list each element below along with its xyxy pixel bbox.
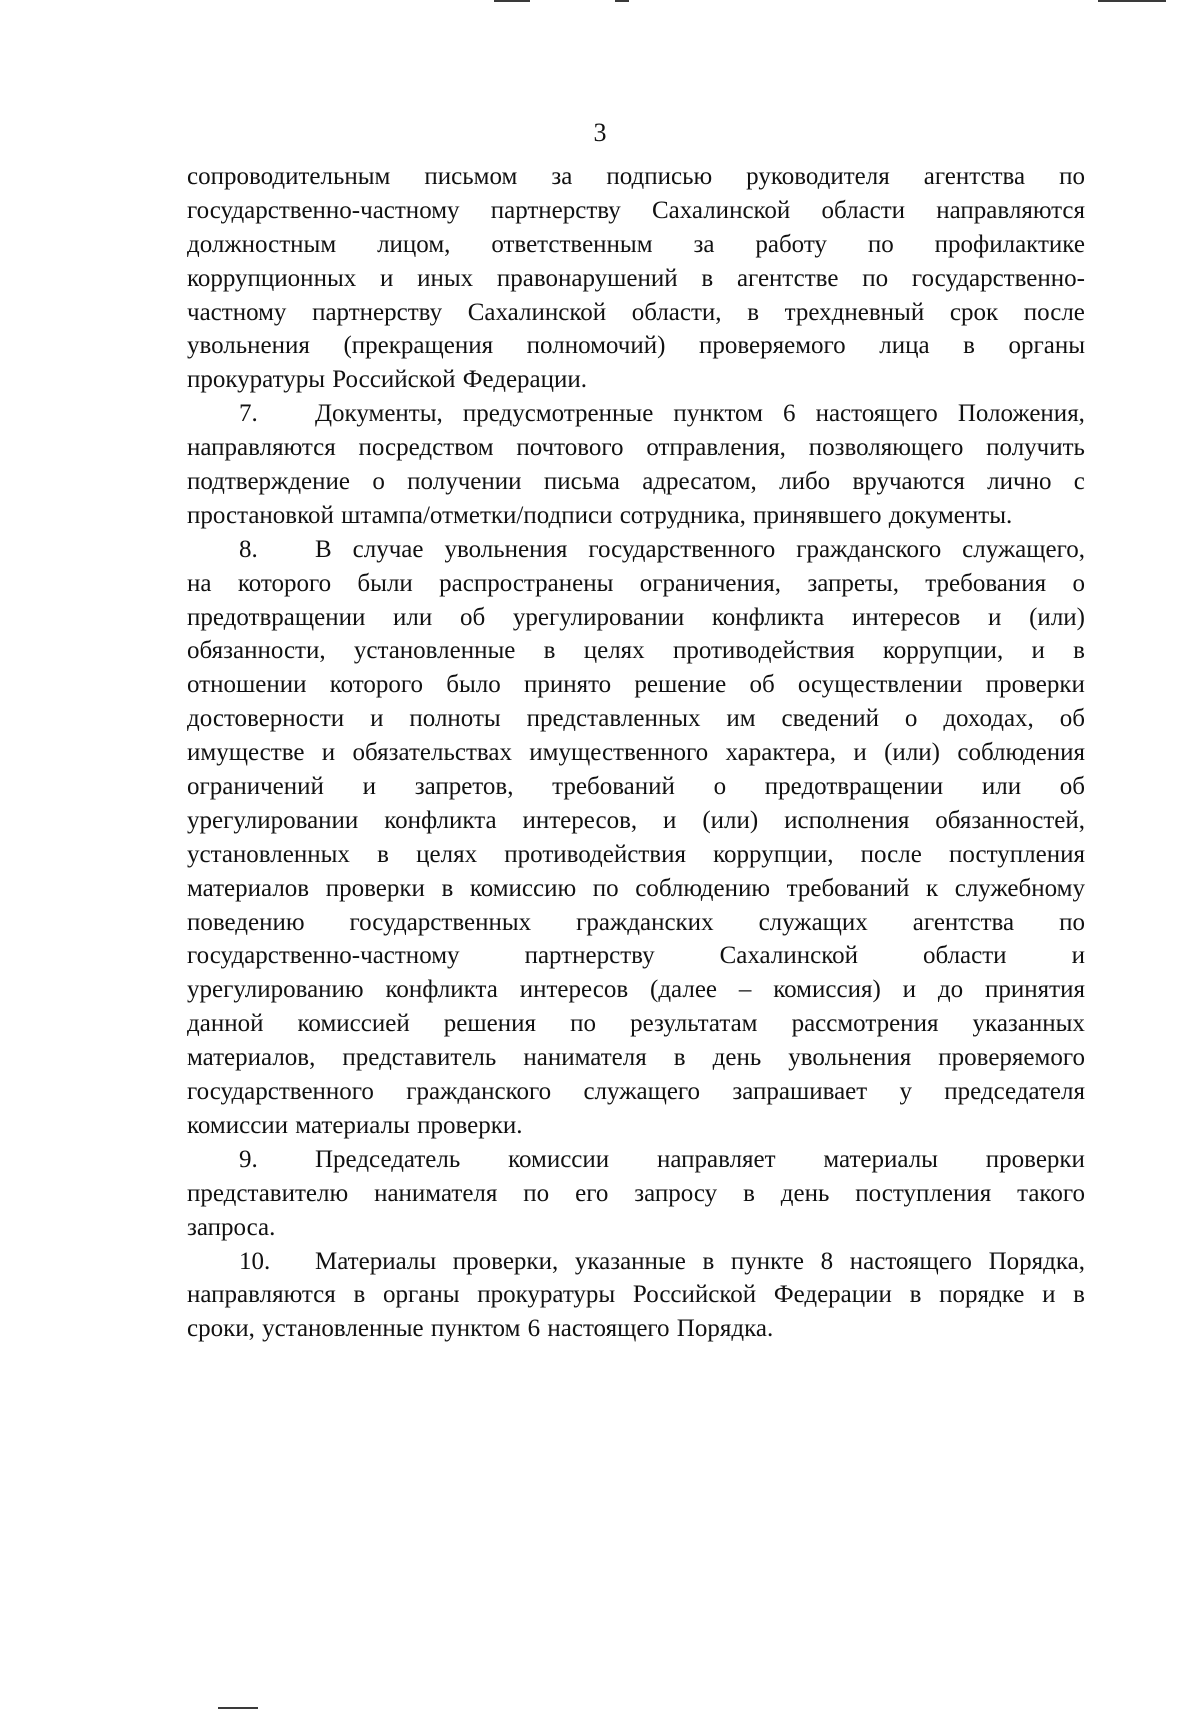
text-line xyxy=(187,499,1085,533)
text-line: имуществе и обязательствах имущественного характера, и (или) соблюдения xyxy=(187,739,1085,767)
text-line xyxy=(187,1143,1085,1177)
line-text: прокуратуры Российской Федерации. xyxy=(187,366,588,394)
text-line: обязанности, установленные в целях противодействия коррупции, и в xyxy=(187,637,1085,665)
text-line: государственно-частному партнерству Сахалинской области направляются xyxy=(187,196,1085,224)
text-line xyxy=(187,1312,1085,1346)
text-line: государственного гражданского служащего запрашивает у председателя xyxy=(187,1078,1085,1106)
scan-artifact-top-left xyxy=(494,0,530,2)
text-line: отношении которого было принято решение об осуществлении проверки xyxy=(187,671,1085,699)
text-line: подтверждение о получении письма адресатом, либо вручаются лично с xyxy=(187,468,1085,496)
text-line xyxy=(187,363,1085,397)
text-line xyxy=(187,1245,1085,1279)
text-line: на которого были распространены ограничения, запреты, требования о xyxy=(187,569,1085,597)
scan-artifact-top-right xyxy=(1098,0,1166,2)
text-line: установленных в целях противодействия коррупции, после поступления xyxy=(187,840,1085,868)
line-text: запроса. xyxy=(187,1213,276,1241)
text-line: материалов проверки в комиссию по соблюдению требований к служебному xyxy=(187,874,1085,902)
text-line: частному партнерству Сахалинской области, в трехдневный срок после xyxy=(187,298,1085,326)
page-number: 3 xyxy=(593,118,607,147)
text-line: урегулировании конфликта интересов, и (или) исполнения обязанностей, xyxy=(187,806,1085,834)
text-line: поведению государственных гражданских служащих агентства по xyxy=(187,908,1085,936)
scan-artifact-top-mid xyxy=(615,0,629,2)
text-line: ограничений и запретов, требований о предотвращении или об xyxy=(187,773,1085,801)
paragraph-number: 7. xyxy=(239,400,258,428)
line-text: комиссии материалы проверки. xyxy=(187,1111,523,1139)
text-line: коррупционных и иных правонарушений в агентстве по государственно- xyxy=(187,264,1085,292)
text-line: достоверности и полноты представленных им сведений о доходах, об xyxy=(187,705,1085,733)
text-line xyxy=(187,1109,1085,1143)
text-line: представителю нанимателя по его запросу в день поступления такого xyxy=(187,1179,1085,1207)
document-body xyxy=(187,160,1085,1346)
text-line xyxy=(187,533,1085,567)
text-line: материалов, представитель нанимателя в день увольнения проверяемого xyxy=(187,1044,1085,1072)
text-line: направляются посредством почтового отправления, позволяющего получить xyxy=(187,434,1085,462)
text-line: увольнения (прекращения полномочий) проверяемого лица в органы xyxy=(187,332,1085,360)
line-text: Документы, предусмотренные пунктом 6 настоящего Положения, xyxy=(315,400,1085,428)
text-line xyxy=(187,1211,1085,1245)
paragraph-number: 10. xyxy=(239,1247,271,1275)
text-line: урегулированию конфликта интересов (далее – комиссия) и до принятия xyxy=(187,976,1085,1004)
line-text: Председатель комиссии направляет материалы проверки xyxy=(315,1145,1085,1173)
line-text: Материалы проверки, указанные в пункте 8 настоящего Порядка, xyxy=(315,1247,1085,1275)
text-line: направляются в органы прокуратуры Российской Федерации в порядке и в xyxy=(187,1281,1085,1309)
text-line: сопроводительным письмом за подписью руководителя агентства по xyxy=(187,163,1085,190)
paragraph-number: 9. xyxy=(239,1145,258,1173)
line-text: простановкой штампа/отметки/подписи сотрудника, принявшего документы. xyxy=(187,501,1013,529)
text-line: предотвращении или об урегулировании конфликта интересов и (или) xyxy=(187,603,1085,631)
text-line: государственно-частному партнерству Сахалинской области и xyxy=(187,942,1085,970)
text-line: должностным лицом, ответственным за работу по профилактике xyxy=(187,230,1085,258)
paragraph-number: 8. xyxy=(239,535,258,563)
line-text: сроки, установленные пунктом 6 настоящего Порядка. xyxy=(187,1315,774,1343)
line-text: В случае увольнения государственного гражданского служащего, xyxy=(315,535,1085,563)
text-line: данной комиссией решения по результатам рассмотрения указанных xyxy=(187,1010,1085,1038)
text-line xyxy=(187,397,1085,431)
